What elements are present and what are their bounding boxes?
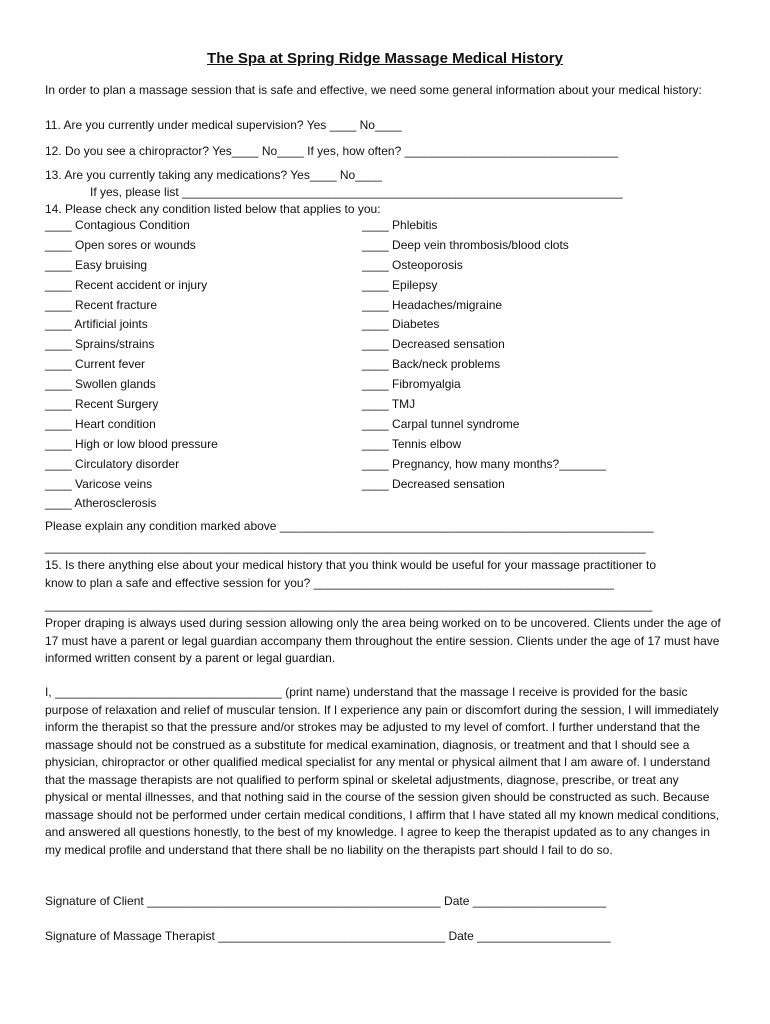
question-13[interactable]: 13. Are you currently taking any medications? Yes____ No____ (45, 168, 382, 182)
draping-paragraph: Proper draping is always used during session allowing only the area being worked on to be uncovered. Clients under the age of 17 must have a parent or legal guardian accompany them throughout the entire session. Clients under the age of 17 must have informed written consent by a parent or legal guardian. (45, 616, 721, 665)
condition-item[interactable]: ____ Osteoporosis (362, 257, 463, 272)
explain-condition-line[interactable]: __________________________________________________________________________________________ (45, 540, 646, 554)
condition-item[interactable]: ____ Fibromyalgia (362, 377, 461, 392)
intro-text: In order to plan a massage session that is safe and effective, we need some general information about your medical history: (45, 83, 702, 97)
question-15-line[interactable]: ___________________________________________________________________________________________ (45, 598, 653, 612)
conditions-right-column (362, 216, 606, 494)
condition-item[interactable]: ____ Contagious Condition (45, 218, 190, 232)
condition-item[interactable]: ____ Decreased sensation (362, 337, 505, 352)
condition-item[interactable]: ____ Pregnancy, how many months?_______ (362, 456, 606, 471)
condition-item[interactable]: ____ Tennis elbow (362, 436, 462, 451)
condition-item[interactable]: ____ Headaches/migraine (362, 297, 503, 312)
condition-item[interactable]: ____ Carpal tunnel syndrome (362, 416, 520, 431)
conditions-left-column (45, 216, 218, 514)
question-14: 14. Please check any condition listed below that applies to you: (45, 202, 381, 216)
condition-item[interactable]: ____ Sprains/strains (45, 337, 155, 352)
condition-item[interactable]: ____ Recent accident or injury (45, 277, 208, 292)
form-title: The Spa at Spring Ridge Massage Medical History (207, 50, 563, 67)
condition-item[interactable]: ____ Epilepsy (362, 277, 438, 292)
question-15-field[interactable]: know to plan a safe and effective session for you? _____________________________________________ (45, 576, 614, 590)
question-15: 15. Is there anything else about your medical history that you think would be useful for your massage practitioner to (45, 558, 657, 572)
condition-item[interactable]: ____ Back/neck problems (362, 357, 501, 372)
condition-item[interactable]: ____ Heart condition (45, 416, 156, 431)
condition-item[interactable]: ____ Phlebitis (362, 218, 438, 232)
condition-item[interactable]: ____ High or low blood pressure (45, 436, 218, 451)
condition-item[interactable]: ____ Current fever (45, 357, 146, 372)
medication-list-field[interactable]: If yes, please list __________________________________________________________________ (90, 185, 623, 199)
consent-paragraph: I, __________________________________ (print name) understand that the massage I receive is provided for the basic purpose of relaxation and relief of muscular tension. If I experience any pain or discomfort during the session, I will immediately inform the therapist so that the pressure and/or strokes may be adjusted to my level of comfort. I further understand that the massage should not be construed as a substitute for medical examination, diagnosis, or treatment and that I should see a physician, chiropractor or other qualified medical specialist for any mental or physical ailment that I am aware of. I understand that the massage therapists are not qualified to perform spinal or skeletal adjustments, diagnose, prescribe, or treat any physical or mental illnesses, and that nothing said in the course of the session given should be constructed as such. Because massage should not be performed under certain medical conditions, I affirm that I have stated all my known medical conditions, and answered all questions honestly, to the best of my knowledge. I agree to keep the therapist updated as to any changes in my medical profile and understand that there shall be no liability on the therapists part should I fail to do so. (45, 685, 720, 857)
client-signature-field[interactable]: Signature of Client ____________________________________________ Date ____________________ (45, 894, 607, 908)
condition-item[interactable]: ____ Open sores or wounds (45, 237, 196, 252)
condition-item[interactable]: ____ Circulatory disorder (45, 456, 180, 471)
condition-item[interactable]: ____ Recent Surgery (45, 397, 159, 412)
condition-item[interactable]: ____ Decreased sensation (362, 476, 505, 491)
condition-item[interactable]: ____ Diabetes (362, 317, 440, 332)
question-11[interactable]: 11. Are you currently under medical supervision? Yes ____ No____ (45, 118, 402, 132)
condition-item[interactable]: ____ TMJ (362, 397, 416, 412)
condition-item[interactable]: ____ Recent fracture (45, 297, 158, 312)
therapist-signature-field[interactable]: Signature of Massage Therapist __________________________________ Date ____________________ (45, 929, 611, 943)
condition-item[interactable]: ____ Swollen glands (45, 377, 156, 392)
condition-item[interactable]: ____ Artificial joints (45, 317, 148, 332)
condition-item[interactable]: ____ Easy bruising (45, 257, 148, 272)
condition-item[interactable]: ____ Atherosclerosis (45, 496, 157, 511)
condition-item[interactable]: ____ Varicose veins (45, 476, 153, 491)
condition-item[interactable]: ____ Deep vein thrombosis/blood clots (362, 237, 569, 252)
explain-condition-field[interactable]: Please explain any condition marked above ________________________________________________________ (45, 519, 654, 533)
question-12[interactable]: 12. Do you see a chiropractor? Yes____ No____ If yes, how often? ________________________________ (45, 144, 619, 158)
